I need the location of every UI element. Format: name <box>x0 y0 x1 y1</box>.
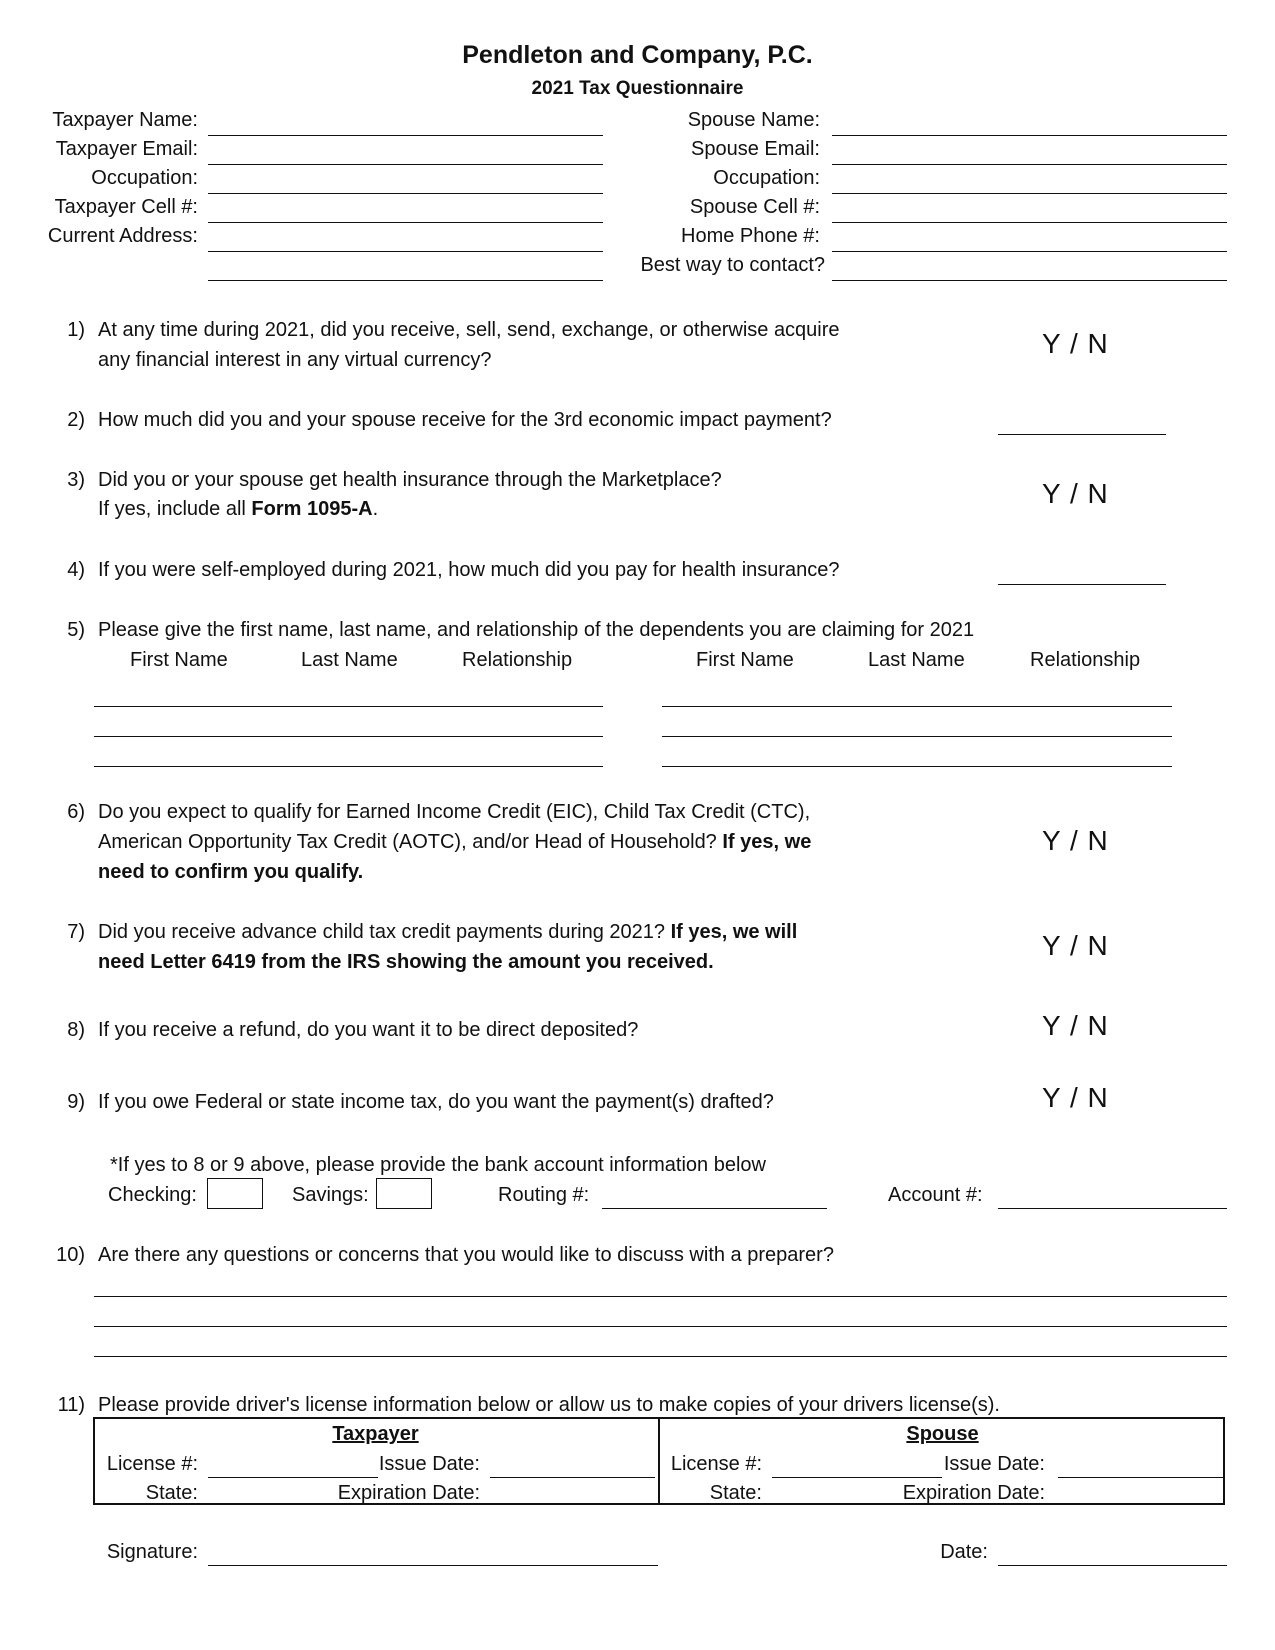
q5-line1: Please give the first name, last name, and relationship of the dependents you are claiming for 2021 <box>98 619 975 641</box>
spouse-name-label: Spouse Name: <box>687 109 820 131</box>
signature-field[interactable] <box>208 1565 658 1566</box>
dependent-row[interactable] <box>662 706 1172 707</box>
taxpayer-email-field[interactable] <box>208 164 603 165</box>
best-contact-field[interactable] <box>832 280 1227 281</box>
q2-number: 2) <box>67 409 85 431</box>
q11-line1: Please provide driver's license information below or allow us to make copies of your drivers license(s). <box>98 1394 1000 1416</box>
q10-line1: Are there any questions or concerns that you would like to discuss with a preparer? <box>98 1244 834 1266</box>
taxpayer-cell-field[interactable] <box>208 222 603 223</box>
q10-answer-line[interactable] <box>94 1356 1227 1357</box>
q6-number: 6) <box>67 801 85 823</box>
q9-number: 9) <box>67 1091 85 1113</box>
checking-label: Checking: <box>108 1184 197 1206</box>
dependent-row[interactable] <box>94 706 603 707</box>
q5-number: 5) <box>67 619 85 641</box>
form-title: 2021 Tax Questionnaire <box>531 78 744 99</box>
spouse-cell-field[interactable] <box>832 222 1227 223</box>
current-address-field[interactable] <box>208 251 603 252</box>
q8-yes-no[interactable]: Y / N <box>1042 1010 1109 1041</box>
routing-number-field[interactable] <box>602 1208 827 1209</box>
savings-checkbox[interactable] <box>376 1178 432 1209</box>
spouse-license-field[interactable] <box>772 1477 942 1478</box>
q6-yes-no[interactable]: Y / N <box>1042 825 1109 856</box>
q3-number: 3) <box>67 469 85 491</box>
q1-number: 1) <box>67 319 85 341</box>
q6-line3: need to confirm you qualify. <box>98 861 364 883</box>
account-number-field[interactable] <box>998 1208 1227 1209</box>
dep-header-first-name-2: First Name <box>696 649 794 671</box>
spouse-license-heading: Spouse <box>906 1423 979 1445</box>
q7-line1: Did you receive advance child tax credit payments during 2021? If yes, we will <box>98 921 798 943</box>
home-phone-label: Home Phone #: <box>681 225 820 247</box>
q3-line2: If yes, include all Form 1095-A. <box>98 498 379 520</box>
taxpayer-occupation-field[interactable] <box>208 193 603 194</box>
q1-yes-no[interactable]: Y / N <box>1042 328 1109 359</box>
taxpayer-license-field[interactable] <box>208 1477 378 1478</box>
taxpayer-cell-label: Taxpayer Cell #: <box>54 196 198 218</box>
spouse-state-label: State: <box>709 1482 762 1504</box>
spouse-expiration-label: Expiration Date: <box>902 1482 1045 1504</box>
q1-line2: any financial interest in any virtual currency? <box>98 349 492 371</box>
taxpayer-state-label: State: <box>145 1482 198 1504</box>
q4-number: 4) <box>67 559 85 581</box>
q2-amount-field[interactable] <box>998 434 1166 435</box>
taxpayer-expiration-label: Expiration Date: <box>337 1482 480 1504</box>
dep-header-last-name-2: Last Name <box>868 649 965 671</box>
spouse-issue-date-label: Issue Date: <box>943 1453 1045 1475</box>
spouse-email-field[interactable] <box>832 164 1227 165</box>
home-phone-field[interactable] <box>832 251 1227 252</box>
routing-label: Routing #: <box>498 1184 590 1206</box>
q4-line1: If you were self-employed during 2021, how much did you pay for health insurance? <box>98 559 840 581</box>
q3-line1: Did you or your spouse get health insurance through the Marketplace? <box>98 469 722 491</box>
q11-number: 11) <box>57 1394 85 1416</box>
spouse-issue-date-field[interactable] <box>1058 1477 1225 1478</box>
q10-number: 10) <box>56 1244 85 1266</box>
dep-header-relationship-2: Relationship <box>1030 649 1141 671</box>
q7-line2: need Letter 6419 from the IRS showing the amount you received. <box>98 951 714 973</box>
spouse-name-field[interactable] <box>832 135 1227 136</box>
signature-label: Signature: <box>106 1541 198 1563</box>
spouse-license-label: License #: <box>670 1453 762 1475</box>
q7-yes-no[interactable]: Y / N <box>1042 930 1109 961</box>
dep-header-relationship: Relationship <box>462 649 573 671</box>
taxpayer-email-label: Taxpayer Email: <box>55 138 198 160</box>
q8-number: 8) <box>67 1019 85 1041</box>
dep-header-first-name: First Name <box>130 649 228 671</box>
taxpayer-name-label: Taxpayer Name: <box>52 109 198 131</box>
q3-yes-no[interactable]: Y / N <box>1042 478 1109 509</box>
q9-line1: If you owe Federal or state income tax, do you want the payment(s) drafted? <box>98 1091 774 1113</box>
q9-yes-no[interactable]: Y / N <box>1042 1082 1109 1113</box>
taxpayer-occupation-label: Occupation: <box>91 167 198 189</box>
q4-amount-field[interactable] <box>998 584 1166 585</box>
q10-answer-line[interactable] <box>94 1326 1227 1327</box>
dependent-row[interactable] <box>662 736 1172 737</box>
dependent-row[interactable] <box>94 766 603 767</box>
spouse-email-label: Spouse Email: <box>691 138 820 160</box>
form-1095a: Form 1095-A <box>251 498 373 520</box>
taxpayer-issue-date-label: Issue Date: <box>378 1453 480 1475</box>
taxpayer-license-label: License #: <box>106 1453 198 1475</box>
q10-answer-line[interactable] <box>94 1296 1227 1297</box>
bank-note: *If yes to 8 or 9 above, please provide the bank account information below <box>110 1154 766 1176</box>
checking-checkbox[interactable] <box>207 1178 263 1209</box>
current-address-field-2[interactable] <box>208 280 603 281</box>
taxpayer-name-field[interactable] <box>208 135 603 136</box>
company-name: Pendleton and Company, P.C. <box>462 41 813 69</box>
account-label: Account #: <box>888 1184 983 1206</box>
q2-line1: How much did you and your spouse receive for the 3rd economic impact payment? <box>98 409 832 431</box>
dependent-row[interactable] <box>662 766 1172 767</box>
spouse-occupation-field[interactable] <box>832 193 1227 194</box>
dependent-row[interactable] <box>94 736 603 737</box>
q6-line1: Do you expect to qualify for Earned Income Credit (EIC), Child Tax Credit (CTC), <box>98 801 811 823</box>
date-label: Date: <box>940 1541 988 1563</box>
taxpayer-issue-date-field[interactable] <box>490 1477 655 1478</box>
q7-number: 7) <box>67 921 85 943</box>
q8-line1: If you receive a refund, do you want it to be direct deposited? <box>98 1019 639 1041</box>
best-contact-label: Best way to contact? <box>640 254 825 276</box>
taxpayer-license-heading: Taxpayer <box>332 1423 419 1445</box>
q6-line2: American Opportunity Tax Credit (AOTC), and/or Head of Household? If yes, we <box>98 831 812 853</box>
q1-line1: At any time during 2021, did you receive, sell, send, exchange, or otherwise acquire <box>98 319 840 341</box>
dep-header-last-name: Last Name <box>301 649 398 671</box>
spouse-cell-label: Spouse Cell #: <box>689 196 820 218</box>
current-address-label: Current Address: <box>47 225 198 247</box>
spouse-occupation-label: Occupation: <box>713 167 820 189</box>
date-field[interactable] <box>998 1565 1227 1566</box>
savings-label: Savings: <box>292 1184 369 1206</box>
